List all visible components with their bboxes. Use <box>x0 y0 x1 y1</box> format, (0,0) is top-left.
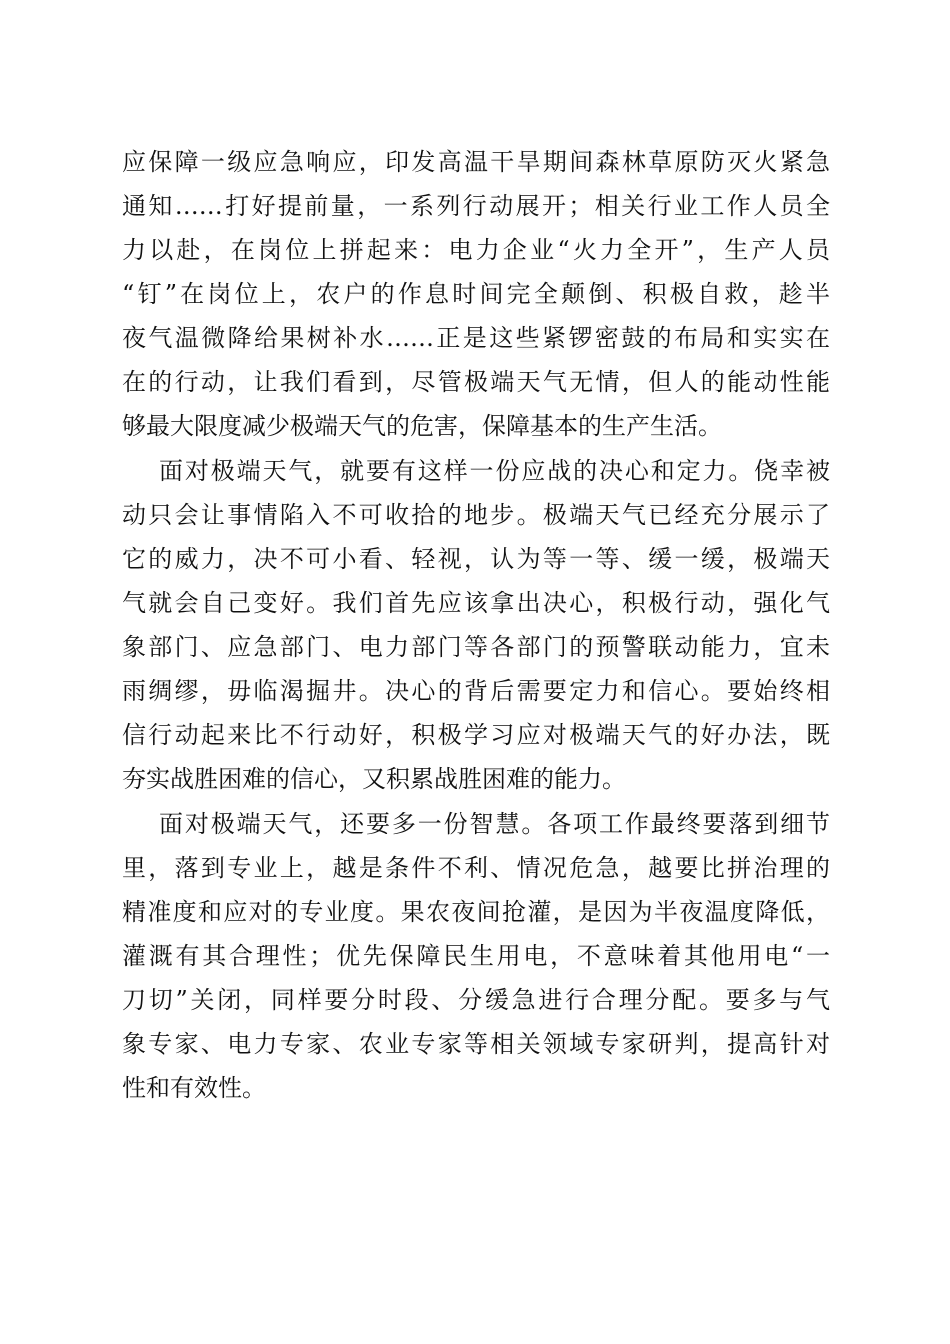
text-line: 应保障一级应急响应，印发高温干旱期间森林草原防灭火紧急 <box>122 148 830 176</box>
text-line: 象专家、电力专家、农业专家等相关领域专家研判，提高针对 <box>122 1030 830 1058</box>
text-line: 夯实战胜困难的信心，又积累战胜困难的能力。 <box>122 765 626 793</box>
text-line: 动只会让事情陷入不可收拾的地步。极端天气已经充分展示了 <box>122 501 830 529</box>
text-line: 刀切”关闭，同样要分时段、分缓急进行合理分配。要多与气 <box>122 986 830 1014</box>
paragraph-first-line: 面对极端天气，还要多一份智慧。各项工作最终要落到细节 <box>159 810 830 838</box>
text-line: 夜气温微降给果树补水……正是这些紧锣密鼓的布局和实实在 <box>122 324 830 352</box>
text-line: 力以赴，在岗位上拼起来：电力企业“火力全开”，生产人员 <box>122 236 830 264</box>
text-line: 精准度和应对的专业度。果农夜间抢灌，是因为半夜温度降低， <box>122 898 830 926</box>
text-line: 灌溉有其合理性；优先保障民生用电，不意味着其他用电“一 <box>122 942 830 970</box>
text-line: 它的威力，决不可小看、轻视，认为等一等、缓一缓，极端天 <box>122 545 830 573</box>
paragraph-first-line: 面对极端天气，就要有这样一份应战的决心和定力。侥幸被 <box>159 457 830 485</box>
text-line: “钉”在岗位上，农户的作息时间完全颠倒、积极自救，趁半 <box>122 280 830 308</box>
text-line: 气就会自己变好。我们首先应该拿出决心，积极行动，强化气 <box>122 589 830 617</box>
text-line: 性和有效性。 <box>122 1074 266 1102</box>
text-line: 在的行动，让我们看到，尽管极端天气无情，但人的能动性能 <box>122 368 830 396</box>
text-line: 象部门、应急部门、电力部门等各部门的预警联动能力，宜未 <box>122 633 830 661</box>
text-line: 里，落到专业上，越是条件不利、情况危急，越要比拼治理的 <box>122 854 830 882</box>
text-line: 通知……打好提前量，一系列行动展开；相关行业工作人员全 <box>122 192 830 220</box>
text-line: 信行动起来比不行动好，积极学习应对极端天气的好办法，既 <box>122 721 830 749</box>
text-line: 够最大限度减少极端天气的危害，保障基本的生产生活。 <box>122 412 722 440</box>
text-line: 雨绸缪，毋临渴掘井。决心的背后需要定力和信心。要始终相 <box>122 677 830 705</box>
